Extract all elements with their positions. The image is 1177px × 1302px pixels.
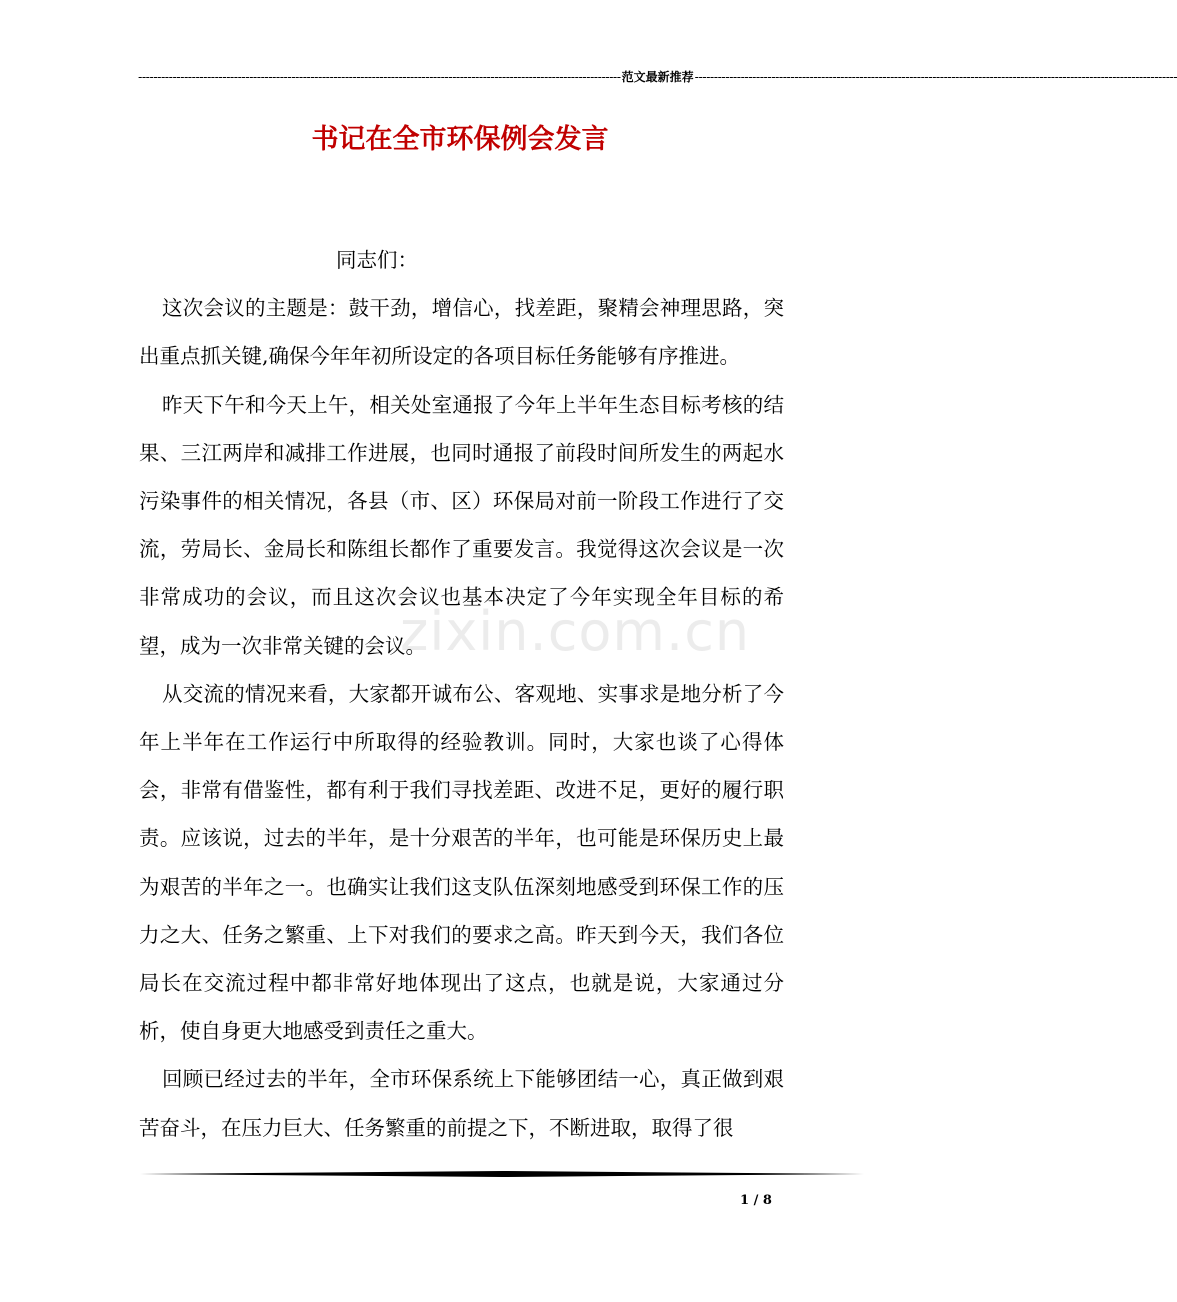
paragraph: 从交流的情况来看，大家都开诚布公、客观地、实事求是地分析了今年上半年在工作运行中所取得的经验教训。同时，大家也谈了心得体会，非常有借鉴性，都有利于我们寻找差距、改进不足，更好的履行职责。应该说，过去的半年，是十分艰苦的半年，也可能是环保历史上最为艰苦的半年之一。也确实让我们这支队伍深刻地感受到环保工作的压力之大、任务之繁重、上下对我们的要求之高。昨天到今天，我们各位局长在交流过程中都非常好地体现出了这点，也就是说，大家通过分析，使自身更大地感受到责任之重大。 xyxy=(139,681,784,1044)
page-header xyxy=(138,70,1177,84)
document-body xyxy=(139,236,784,1152)
salutation: 同志们： xyxy=(336,248,418,272)
footer-rule xyxy=(140,1171,864,1177)
header-right-dashes: ------------------------------------------------------------------------------------------------------------------------------ xyxy=(694,70,1177,84)
document-title: 书记在全市环保例会发言 xyxy=(311,124,609,155)
paragraph: 回顾已经过去的半年，全市环保系统上下能够团结一心，真正做到艰苦奋斗，在压力巨大、任务繁重的前提之下，不断进取，取得了很 xyxy=(139,1067,784,1140)
watermark: zixin.com.cn xyxy=(400,600,751,663)
paragraph: 这次会议的主题是：鼓干劲，增信心，找差距，聚精会神理思路，突出重点抓关键,确保今年年初所设定的各项目标任务能够有序推进。 xyxy=(139,296,784,369)
paragraph: 昨天下午和今天上午，相关处室通报了今年上半年生态目标考核的结果、三江两岸和减排工作进展，也同时通报了前段时间所发生的两起水污染事件的相关情况，各县（市、区）环保局对前一阶段工作进行了交流，劳局长、金局长和陈组长都作了重要发言。我觉得这次会议是一次非常成功的会议，而且这次会议也基本决定了今年实现全年目标的希望，成为一次非常关键的会议。 xyxy=(139,392,784,658)
header-label: 范文最新推荐 xyxy=(621,70,694,84)
page-number: 1 / 8 xyxy=(740,1193,772,1208)
header-left-dashes: ------------------------------------------------------------------------------------------------------------------------------ xyxy=(138,70,621,84)
